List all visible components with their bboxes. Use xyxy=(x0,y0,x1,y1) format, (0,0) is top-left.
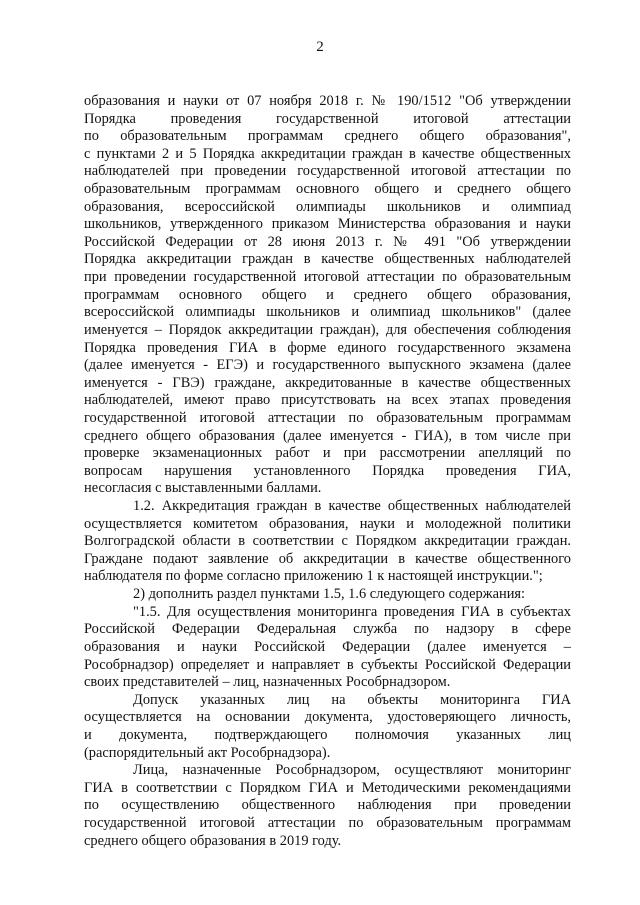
text-line: всероссийской олимпиады школьников и олимпиад школьников" (далее xyxy=(84,304,571,321)
text-line: государственной итоговой аттестации по образовательным программам xyxy=(84,409,571,426)
text-line: и документа, подтверждающего полномочия указанных лиц xyxy=(84,726,571,743)
text-line: осуществляется комитетом образования, науки и молодежной политики xyxy=(84,515,571,532)
paragraph-p2 xyxy=(84,498,571,586)
text-line: Граждане подают заявление об аккредитации в качестве общественного xyxy=(84,550,571,567)
text-line: среднего общего образования (далее именуется - ГИА), в том числе при xyxy=(84,427,571,444)
text-line: образования и науки Российской Федерации (далее именуется – xyxy=(84,638,571,655)
text-line: Волгоградской области в соответствии с Порядком аккредитации граждан. xyxy=(84,533,571,550)
text-line: своих представителей – лиц, назначенных Рособрнадзором. xyxy=(84,674,451,691)
text-line: по осуществлению общественного наблюдения при проведении xyxy=(84,797,571,814)
text-line: Лица, назначенные Рособрнадзором, осуществляют мониторинг xyxy=(133,762,571,779)
text-line: наблюдателей, имеют право присутствовать на всех этапах проведения xyxy=(84,392,571,409)
paragraph-p6 xyxy=(84,762,571,850)
text-line: наблюдателя по форме согласно приложению 1 к настоящей инструкции."; xyxy=(84,568,543,585)
text-line: наблюдателей при проведении государственной итоговой аттестации по xyxy=(84,163,571,180)
text-line: государственной итоговой аттестации по образовательным программам xyxy=(84,814,571,831)
text-line: Российской Федерации Федеральная служба по надзору в сфере xyxy=(84,621,571,638)
text-line: Порядка аккредитации граждан в качестве общественных наблюдателей xyxy=(84,251,571,268)
text-line: среднего общего образования в 2019 году. xyxy=(84,832,342,849)
document-body xyxy=(84,93,571,850)
text-line: 1.2. Аккредитация граждан в качестве общественных наблюдателей xyxy=(133,498,571,515)
text-line: Порядка проведения ГИА в форме единого государственного экзамена xyxy=(84,339,571,356)
paragraph-p3 xyxy=(84,586,571,604)
text-line: программам основного общего и среднего общего образования, xyxy=(84,286,571,303)
text-line: образования и науки от 07 ноября 2018 г. № 190/1512 "Об утверждении xyxy=(84,93,571,109)
text-line: (распорядительный акт Рособрнадзора). xyxy=(84,744,331,761)
paragraph-p1 xyxy=(84,93,571,498)
text-line: осуществляется на основании документа, удостоверяющего личность, xyxy=(84,709,571,726)
text-line: Порядка проведения государственной итоговой аттестации xyxy=(84,110,571,127)
text-line: вопросам нарушения установленного Порядка проведения ГИА, xyxy=(84,462,571,479)
paragraph-p4 xyxy=(84,604,571,692)
text-line: Российской Федерации от 28 июня 2013 г. № 491 "Об утверждении xyxy=(84,233,571,250)
text-line: при проведении государственной итоговой аттестации по образовательным xyxy=(84,269,571,286)
text-line: именуется - ГВЭ) граждане, аккредитованные в качестве общественных xyxy=(84,374,571,391)
text-line: по образовательным программам среднего общего образования", xyxy=(84,128,571,145)
text-line: ГИА в соответствии с Порядком ГИА и Методическими рекомендациями xyxy=(84,779,571,796)
text-line: 2) дополнить раздел пунктами 1.5, 1.6 следующего содержания: xyxy=(133,586,526,603)
text-line: с пунктами 2 и 5 Порядка аккредитации граждан в качестве общественных xyxy=(84,145,571,162)
text-line: именуется – Порядок аккредитации граждан), для обеспечения соблюдения xyxy=(84,321,571,338)
text-line: образовательным программам основного общего и среднего общего xyxy=(84,181,571,198)
page-number: 2 xyxy=(316,39,324,55)
paragraph-p5 xyxy=(84,692,571,762)
text-line: (далее именуется - ЕГЭ) и государственного выпускного экзамена (далее xyxy=(84,357,571,374)
text-line: проверке экзаменационных работ и при рассмотрении апелляций по xyxy=(84,445,571,462)
text-line: образования, всероссийской олимпиады школьников и олимпиад xyxy=(84,198,571,215)
text-line: Рособрнадзор) определяет и направляет в субъекты Российской Федерации xyxy=(84,656,571,673)
text-line: школьников, утвержденного приказом Министерства образования и науки xyxy=(84,216,571,233)
text-line: Допуск указанных лиц на объекты мониторинга ГИА xyxy=(133,691,571,708)
text-line: "1.5. Для осуществления мониторинга проведения ГИА в субъектах xyxy=(133,603,571,620)
text-line: несогласия с выставленными баллами. xyxy=(84,480,322,497)
